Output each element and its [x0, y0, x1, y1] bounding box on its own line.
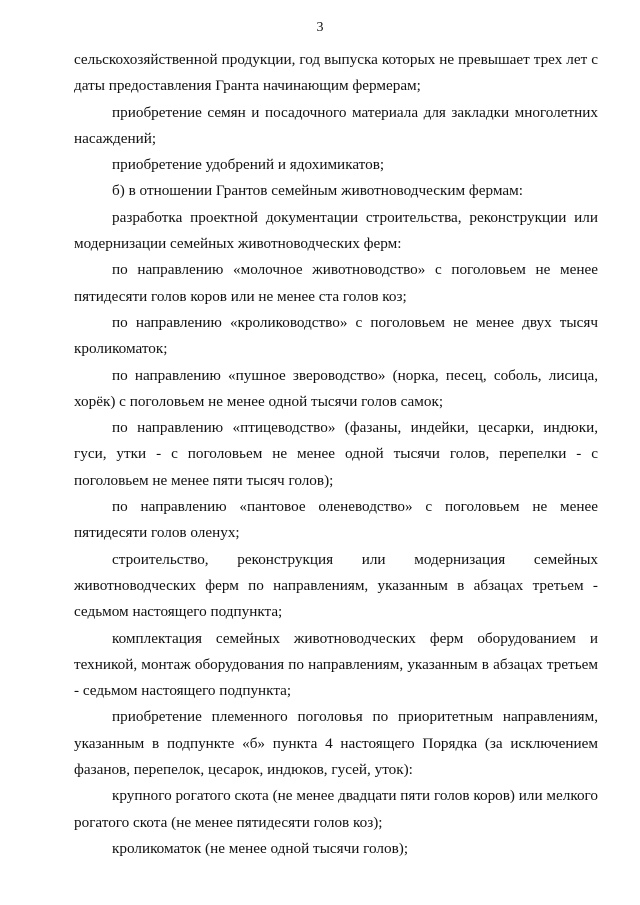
paragraph-fur-farming: по направлению «пушное звероводство» (норка, песец, соболь, лисица, хорёк) с поголовьем не менее одной тысячи голов самок;: [74, 366, 598, 410]
paragraph-construction: строительство, реконструкция или модернизация семейных животноводческих ферм по направлениям, указанным в абзацах третьем - седьмом настоящего подпункта;: [74, 550, 598, 621]
paragraph-continuation: сельскохозяйственной продукции, год выпуска которых не превышает трех лет с даты предоставления Гранта начинающим фермерам;: [74, 51, 598, 95]
paragraph-equipment: комплектация семейных животноводческих ферм оборудованием и техникой, монтаж оборудования по направлениям, указанным в абзацах третьем - седьмом настоящего подпункта;: [74, 629, 598, 700]
paragraph-project-docs: разработка проектной документации строительства, реконструкции или модернизации семейных животноводческих ферм:: [74, 208, 598, 253]
paragraph-section-b: б) в отношении Грантов семейным животноводческим фермам:: [112, 182, 523, 200]
paragraph-deer: по направлению «пантовое оленеводство» с поголовьем не менее пятидесяти голов оленух;: [74, 498, 598, 542]
paragraph-rabbit-does: кроликоматок (не менее одной тысячи голов);: [112, 839, 409, 857]
paragraph-poultry: по направлению «птицеводство» (фазаны, индейки, цесарки, индюки, гуси, утки - с поголовьем не менее одной тысячи голов, перепелки - с поголовьем не менее пяти тысяч голов);: [74, 419, 598, 489]
paragraph-seeds: приобретение семян и посадочного материала для закладки многолетних насаждений;: [74, 103, 598, 147]
paragraph-rabbits: по направлению «кролиководство» с поголовьем не менее двух тысяч кроликоматок;: [74, 313, 598, 358]
document-body: [74, 47, 598, 862]
page-number: 3: [316, 20, 324, 35]
paragraph-fertilizers: приобретение удобрений и ядохимикатов;: [112, 156, 385, 174]
paragraph-breeding-stock: приобретение племенного поголовья по приоритетным направлениям, указанным в подпункте «б» пункта 4 настоящего Порядка (за исключением фазанов, перепелок, цесарок, индюков, гусей, уток):: [74, 708, 598, 779]
paragraph-cattle: крупного рогатого скота (не менее двадцати пяти голов коров) или мелкого рогатого скота (не менее пятидесяти голов коз);: [74, 787, 598, 831]
paragraph-dairy: по направлению «молочное животноводство» с поголовьем не менее пятидесяти голов коров или не менее ста голов коз;: [74, 261, 598, 305]
